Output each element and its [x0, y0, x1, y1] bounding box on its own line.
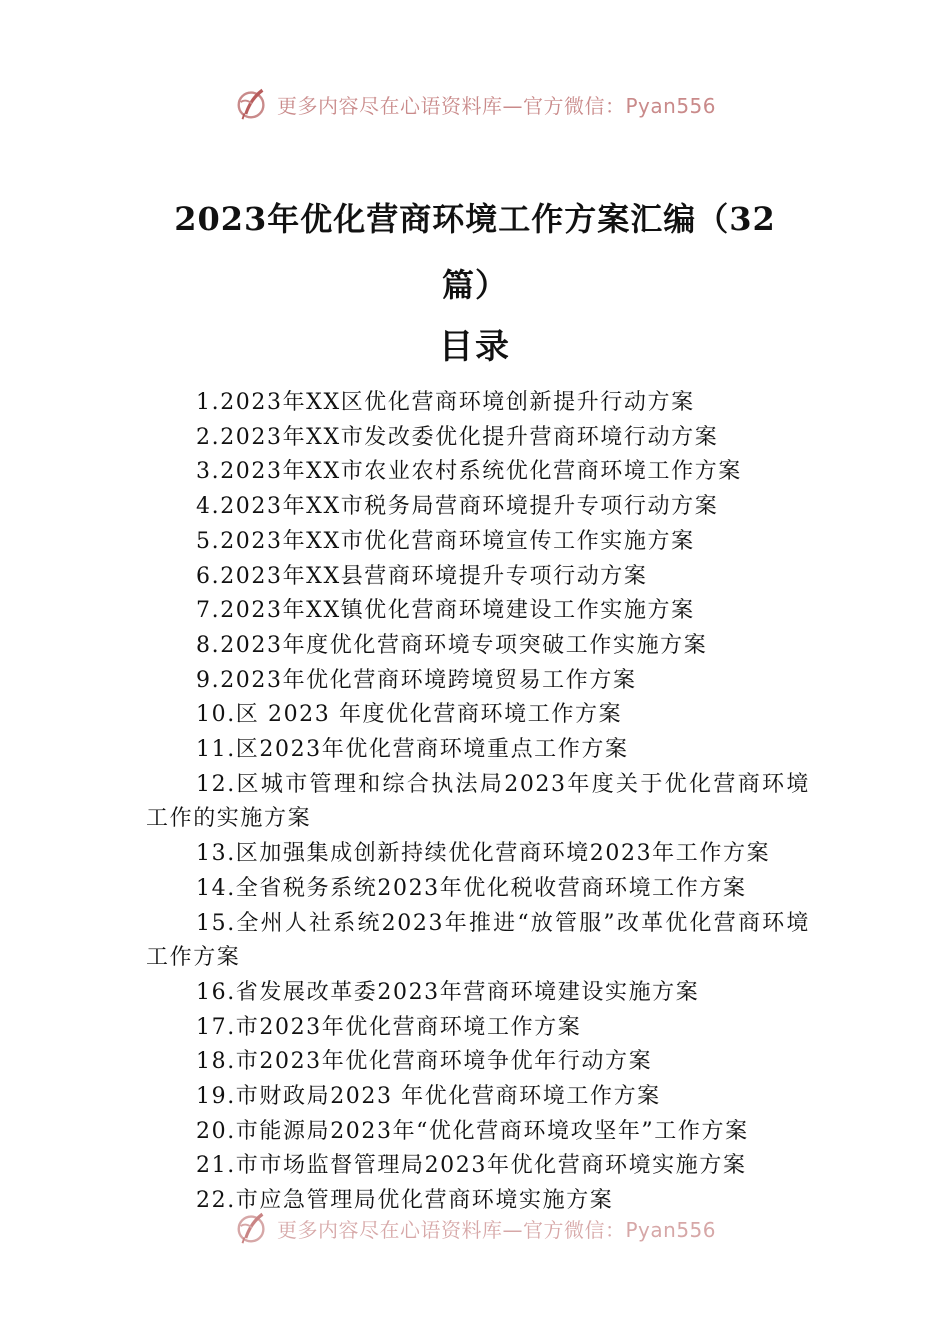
toc-item: 5.2023年XX市优化营商环境宣传工作实施方案	[196, 528, 695, 554]
document-title: 2023年优化营商环境工作方案汇编（32篇）	[174, 200, 776, 304]
toc-item: 17.市2023年优化营商环境工作方案	[196, 1014, 582, 1040]
toc-item: 3.2023年XX市农业农村系统优化营商环境工作方案	[196, 459, 742, 485]
toc-heading: 目录	[439, 327, 511, 367]
toc-item: 22.市应急管理局优化营商环境实施方案	[196, 1188, 614, 1214]
watermark-header	[233, 84, 716, 124]
toc-item: 15.全州人社系统2023年推进“放管服”改革优化营商环境工作方案	[146, 910, 810, 971]
toc-item: 7.2023年XX镇优化营商环境建设工作实施方案	[196, 598, 695, 624]
quill-pen-logo-icon	[233, 85, 271, 123]
toc-item: 19.市财政局2023 年优化营商环境工作方案	[196, 1084, 661, 1110]
toc-item: 9.2023年优化营商环境跨境贸易工作方案	[196, 667, 637, 693]
toc-item: 2.2023年XX市发改委优化提升营商环境行动方案	[196, 424, 719, 450]
toc-item: 4.2023年XX市税务局营商环境提升专项行动方案	[196, 494, 719, 520]
toc-item: 10.区 2023 年度优化营商环境工作方案	[196, 702, 623, 728]
table-of-contents	[146, 386, 810, 1219]
quill-pen-logo-icon	[233, 1209, 271, 1247]
watermark-text: 更多内容尽在心语资料库—官方微信：Pyan556	[277, 93, 717, 118]
toc-item: 14.全省税务系统2023年优化税收营商环境工作方案	[196, 875, 747, 901]
toc-item: 6.2023年XX县营商环境提升专项行动方案	[196, 563, 648, 589]
toc-item: 13.区加强集成创新持续优化营商环境2023年工作方案	[196, 841, 771, 867]
toc-item: 12.区城市管理和综合执法局2023年度关于优化营商环境工作的实施方案	[146, 771, 810, 832]
toc-item: 21.市市场监督管理局2023年优化营商环境实施方案	[196, 1153, 747, 1179]
watermark-text: 更多内容尽在心语资料库—官方微信：Pyan556	[277, 1217, 717, 1242]
watermark-footer	[233, 1208, 716, 1248]
toc-item: 18.市2023年优化营商环境争优年行动方案	[196, 1049, 653, 1075]
toc-item: 16.省发展改革委2023年营商环境建设实施方案	[196, 979, 700, 1005]
toc-item: 11.区2023年优化营商环境重点工作方案	[196, 737, 629, 763]
toc-item: 1.2023年XX区优化营商环境创新提升行动方案	[196, 390, 695, 415]
toc-item: 8.2023年度优化营商环境专项突破工作实施方案	[196, 632, 708, 658]
toc-item: 20.市能源局2023年“优化营商环境攻坚年”工作方案	[196, 1118, 749, 1144]
